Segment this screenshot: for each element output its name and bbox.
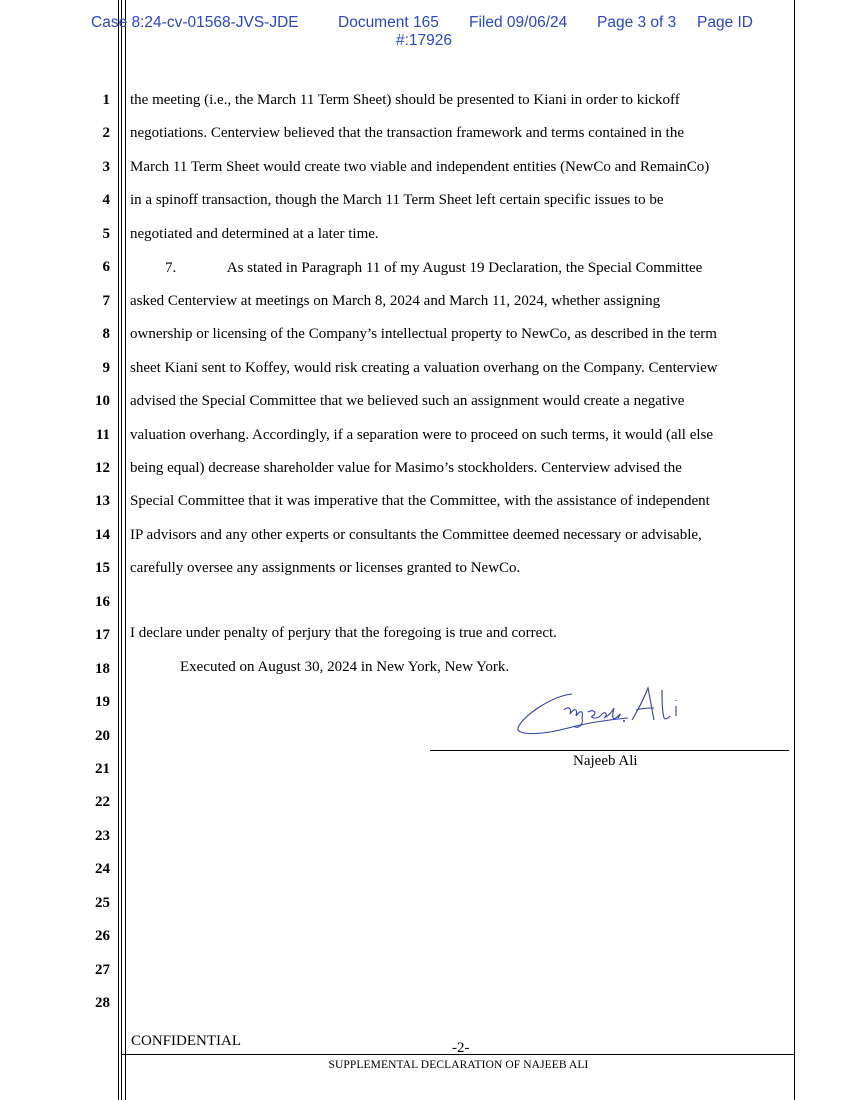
line-number: 13 [95,493,110,510]
ecf-page-count: Page 3 of 3 [597,14,677,31]
line-number: 15 [95,560,110,577]
declaration-statement: I declare under penalty of perjury that the foregoing is true and correct. [130,625,557,641]
body-text-line: advised the Special Committee that we believed such an assignment would create a negative [130,393,685,410]
line-number: 22 [95,794,110,811]
confidential-label: CONFIDENTIAL [131,1033,241,1049]
paragraph-7-text: As stated in Paragraph 11 of my August 19 Declaration, the Special Committee [226,260,703,276]
paragraph-7-first-line [130,259,702,277]
body-text-line: ownership or licensing of the Company’s intellectual property to NewCo, as described in the term [130,326,717,343]
line-number: 8 [102,326,110,343]
line-number: 11 [95,426,110,443]
signature-image [512,680,692,738]
body-text-line: negotiated and determined at a later time. [130,225,379,242]
line-number: 23 [95,827,110,844]
body-text-line: in a spinoff transaction, though the March 11 Term Sheet left certain specific issues to be [130,192,664,209]
body-text-line: negotiations. Centerview believed that the transaction framework and terms contained in the [130,125,684,142]
line-number: 12 [95,459,110,476]
right-margin-rule [794,0,795,1100]
line-number: 4 [102,192,110,209]
body-text-line: valuation overhang. Accordingly, if a separation were to proceed on such terms, it would (all else [130,426,714,443]
ecf-filed-date: Filed 09/06/24 [469,14,568,31]
footer-title: SUPPLEMENTAL DECLARATION OF NAJEEB ALI [328,1059,589,1071]
left-margin-rule [121,0,122,1100]
ecf-page-id-label: Page ID [697,14,754,31]
line-number: 9 [102,359,110,376]
paragraph-number: 7. [165,260,177,276]
execution-statement: Executed on August 30, 2024 in New York, New York. [180,659,510,675]
line-number: 19 [95,694,110,711]
page-number: -2- [452,1040,470,1056]
line-number: 2 [102,125,110,142]
body-text-line: the meeting (i.e., the March 11 Term Sheet) should be presented to Kiani in order to kickoff [130,92,680,108]
signature-line [430,750,789,751]
signer-name: Najeeb Ali [573,753,638,769]
body-text-line: asked Centerview at meetings on March 8, 2024 and March 11, 2024, whether assigning [130,292,661,309]
line-number: 17 [95,627,110,644]
line-number: 26 [95,928,110,945]
line-number: 24 [95,861,110,878]
body-text-line: sheet Kiani sent to Koffey, would risk creating a valuation overhang on the Company. Centerview [130,359,718,376]
body-text-line: being equal) decrease shareholder value for Masimo’s stockholders. Centerview advised the [130,459,682,476]
line-number: 5 [102,225,110,242]
line-number: 7 [102,292,110,309]
line-number: 16 [95,593,110,610]
line-number: 28 [95,995,110,1012]
left-margin-rule [125,0,126,1100]
line-number: 6 [102,259,110,276]
line-number: 10 [95,393,110,410]
ecf-case-number: Case 8:24-cv-01568-JVS-JDE [91,14,299,31]
ecf-document-number: Document 165 [338,14,439,31]
line-number: 25 [95,894,110,911]
line-number: 20 [95,727,110,744]
line-number: 14 [95,526,110,543]
line-number: 27 [95,961,110,978]
body-text-line: Special Committee that it was imperative that the Committee, with the assistance of independent [130,493,710,510]
ecf-page-id: #:17926 [396,32,453,49]
body-text-line: March 11 Term Sheet would create two viable and independent entities (NewCo and RemainCo) [130,158,710,175]
body-text-line: carefully oversee any assignments or licenses granted to NewCo. [130,560,521,577]
line-number: 18 [95,660,110,677]
line-number: 1 [102,92,110,108]
line-number: 3 [102,158,110,175]
line-number: 21 [95,761,110,777]
body-text-line: IP advisors and any other experts or consultants the Committee deemed necessary or advisable, [130,526,702,543]
left-margin-rule [118,0,119,1100]
